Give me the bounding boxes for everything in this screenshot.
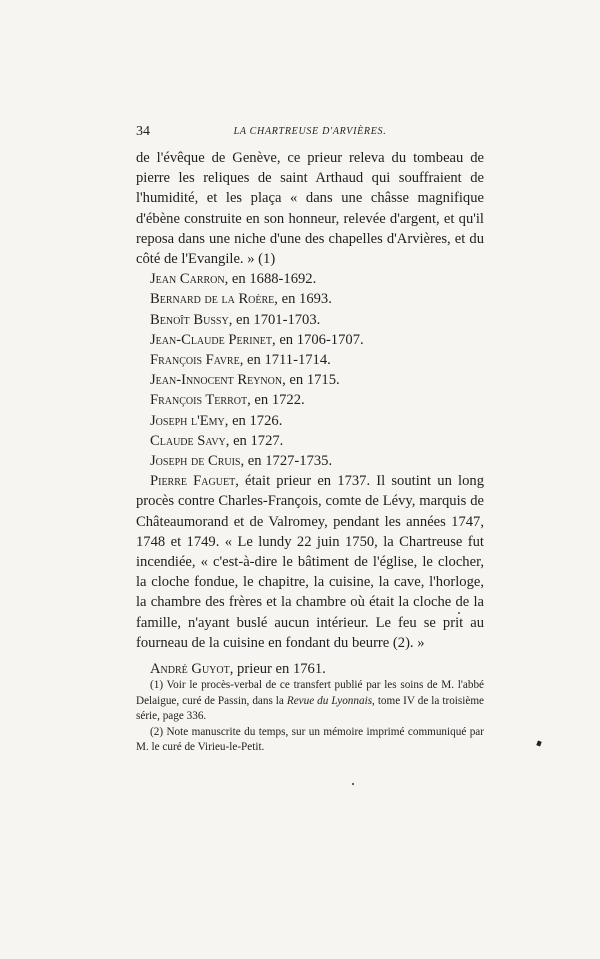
page-header: [136, 124, 484, 142]
ink-speck: [536, 740, 541, 746]
footnote-1-text-end: , tome IV de la troisième série, page 336.: [136, 694, 484, 723]
prior-entry: [136, 431, 484, 451]
prior-dates: , en 1727-1735.: [240, 453, 333, 470]
prior-entry: [136, 310, 484, 330]
prior-dates: , en 1727.: [225, 432, 284, 449]
paragraph-faguet: [136, 471, 484, 653]
prior-name: Joseph l'Emy: [150, 412, 225, 429]
paragraph-continued: de l'évêque de Genève, ce prieur releva du tombeau de pierre les reliques de saint Arthaud qui souffraient de l'humidité, et les plaça « dans une châsse magnifique d'ébène construite en son honneur, relevée d'argent, et qu'il reposa dans une niche d'une des chapelles d'Arvières, et du côté de l'Evangile. » (1): [136, 150, 484, 268]
prior-dates: , en 1722.: [247, 392, 305, 409]
prior-entry: [136, 330, 484, 350]
prior-entry: [136, 269, 484, 289]
paragraph-guyot: [136, 659, 484, 679]
prior-name: Jean-Claude Perinet: [150, 331, 273, 348]
prior-dates: , en 1688-1692.: [224, 271, 317, 288]
prior-dates: , en 1711-1714.: [239, 352, 331, 369]
paragraph-text: , était prieur en 1737. Il soutint un long procès contre Charles-François, comte de Lévy, marquis de Châteaumorand et de Valromey, pendant les années 1747, 1748 et 1749. « Le lundy 22 juin 1750, la Chartreuse fut incendiée, « c'est-à-dire le bâtiment de l'église, le clocher, la cloche fondue, le chapitre, la cuisine, la cave, l'horloge, la chambre des frères et la chambre où était la cloche de la famille, n'ayant buslé aucun intérieur. Le feu se prit au fourneau de la cuisine en fondant du beurre (2). »: [136, 473, 484, 651]
prior-name: Benoît Bussy: [150, 311, 229, 328]
prior-entry: [136, 390, 484, 410]
prior-name: François Favre: [150, 352, 240, 369]
prior-entry: [136, 370, 484, 390]
footnotes: [136, 678, 484, 756]
ink-speck: [352, 783, 354, 785]
footnote-1: [136, 678, 484, 725]
ink-speck: [458, 612, 460, 614]
prior-name: Bernard de la Roère: [150, 291, 275, 308]
prior-dates: , en 1726.: [224, 412, 283, 429]
prior-dates: , en 1715.: [282, 372, 340, 389]
prior-name: Pierre Faguet: [150, 473, 236, 490]
prior-dates: , en 1706-1707.: [272, 331, 364, 348]
prior-name: François Terrot: [150, 392, 248, 409]
prior-entry: [136, 451, 484, 471]
prior-entry: [136, 289, 484, 309]
paragraph-text: , prieur en 1761.: [229, 661, 326, 678]
prior-name: Jean-Innocent Reynon: [150, 372, 283, 389]
prior-name: André Guyot: [150, 661, 230, 678]
page-number: 34: [136, 124, 150, 139]
footnote-1-text: (1) Voir le procès-verbal de ce transfert publié par les soins de M. l'abbé Delaigue, curé de Passin, dans la: [136, 679, 484, 707]
footnote-1-journal: Revue du Lyonnais: [286, 694, 373, 707]
main-text: [136, 148, 484, 679]
footnote-2: (2) Note manuscrite du temps, sur un mémoire imprimé communiqué par M. le curé de Virieu-le-Petit.: [136, 725, 484, 754]
prior-name: Joseph de Cruis: [150, 453, 241, 470]
prior-dates: , en 1693.: [274, 291, 332, 308]
prior-entry: [136, 350, 484, 370]
running-title: LA CHARTREUSE D'ARVIÈRES.: [233, 126, 387, 137]
prior-name: Jean Carron: [150, 271, 225, 288]
prior-dates: , en 1701-1703.: [228, 311, 321, 328]
prior-name: Claude Savy: [150, 432, 226, 449]
prior-entry: [136, 411, 484, 431]
prior-list: [136, 269, 484, 471]
